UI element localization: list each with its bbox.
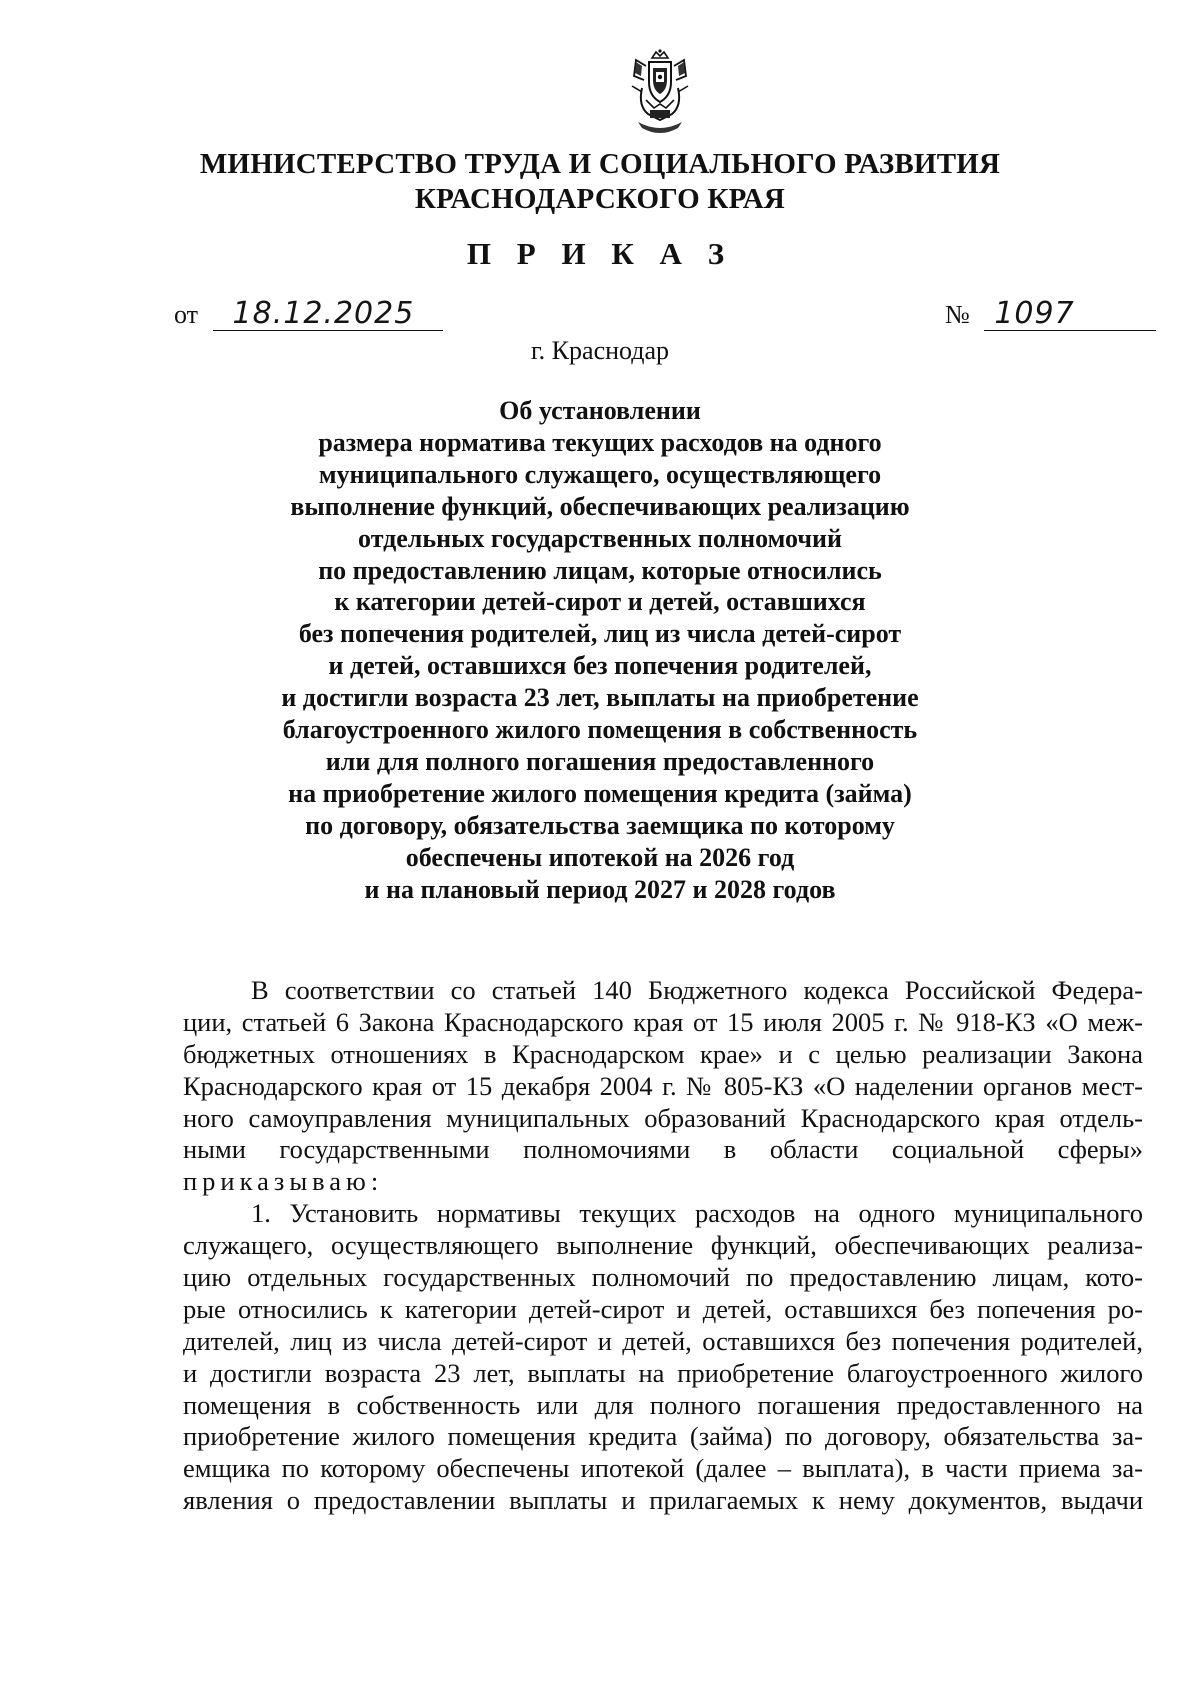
body-line: помещения в собственность или для полного погашения предоставленного на — [183, 1389, 1143, 1420]
handwritten-number: 1097 — [984, 298, 1156, 331]
number-field — [945, 298, 1156, 331]
body-line: ного самоуправления муниципальных образований Краснодарского края отдель- — [183, 1102, 1143, 1133]
date-field — [174, 298, 443, 331]
subject-line: и достигли возраста 23 лет, выплаты на приобретение — [281, 683, 919, 713]
coat-of-arms-icon — [628, 48, 692, 134]
number-prefix: № — [945, 300, 970, 329]
order-body — [183, 975, 1143, 1517]
order-verb: приказываю: — [183, 1166, 384, 1197]
subject-line: благоустроенного жилого помещения в собственность — [282, 715, 918, 745]
body-line: емщика по которому обеспечены ипотекой (далее – выплата), в части приема за- — [183, 1453, 1143, 1484]
body-line: 1. Установить нормативы текущих расходов на одного муниципального — [251, 1198, 1143, 1229]
subject-line: по договору, обязательства заемщика по которому — [305, 810, 895, 840]
subject-line: по предоставлению лицам, которые относились — [318, 555, 882, 585]
city-name: г. Краснодар — [530, 336, 670, 365]
subject-line: обеспечены ипотекой на 2026 год — [405, 842, 795, 872]
subject-line: выполнение функций, обеспечивающих реализацию — [290, 491, 910, 521]
document-type-title: П Р И К А З — [466, 236, 734, 271]
subject-line: отдельных государственных полномочий — [358, 523, 842, 553]
body-line: цию отдельных государственных полномочий по предоставлению лицам, кото- — [183, 1262, 1143, 1293]
body-line: В соответствии со статьей 140 Бюджетного кодекса Российской Федера- — [251, 975, 1143, 1005]
body-line: дителей, лиц из числа детей-сирот и детей, оставшихся без попечения родителей, — [183, 1325, 1143, 1356]
subject-line: к категории детей-сирот и детей, оставшихся — [334, 587, 866, 617]
body-line: ции, статьей 6 Закона Краснодарского края от 15 июля 2005 г. № 918-КЗ «О меж- — [183, 1006, 1143, 1037]
ministry-line-1: МИНИСТЕРСТВО ТРУДА И СОЦИАЛЬНОГО РАЗВИТИЯ — [199, 148, 1001, 180]
subject-line: или для полного погашения предоставленного — [325, 746, 875, 776]
body-line: и достигли возраста 23 лет, выплаты на приобретение благоустроенного жилого — [183, 1357, 1143, 1388]
subject-line: муниципального служащего, осуществляющего — [318, 459, 882, 489]
body-line: ными государственными полномочиями в области социальной сферы» — [183, 1134, 1143, 1165]
body-line: служащего, осуществляющего выполнение функций, обеспечивающих реализа- — [183, 1230, 1143, 1261]
body-line: бюджетных отношениях в Краснодарском крае» и с целью реализации Закона — [183, 1038, 1143, 1069]
ministry-line-2: КРАСНОДАРСКОГО КРАЯ — [414, 183, 786, 215]
date-prefix: от — [174, 300, 199, 329]
body-line: явления о предоставлении выплаты и прилагаемых к нему документов, выдачи — [183, 1485, 1143, 1516]
body-line: Краснодарского края от 15 декабря 2004 г. № 805-КЗ «О наделении органов мест- — [183, 1070, 1143, 1101]
subject-line: без попечения родителей, лиц из числа детей-сирот — [298, 619, 902, 649]
subject-line: Об установлении — [499, 396, 701, 425]
body-line: приобретение жилого помещения кредита (займа) по договору, обязательства за- — [183, 1421, 1143, 1452]
order-subject — [0, 395, 1200, 906]
handwritten-date: 18.12.2025 — [213, 298, 443, 331]
subject-line: и на плановый период 2027 и 2028 годов — [364, 874, 836, 904]
body-line: рые относились к категории детей-сирот и детей, оставшихся без попечения ро- — [183, 1293, 1143, 1324]
subject-line: и детей, оставшихся без попечения родителей, — [328, 651, 872, 681]
subject-line: размера норматива текущих расходов на одного — [318, 427, 882, 457]
ministry-name — [0, 147, 1200, 217]
subject-line: на приобретение жилого помещения кредита (займа) — [288, 778, 912, 808]
